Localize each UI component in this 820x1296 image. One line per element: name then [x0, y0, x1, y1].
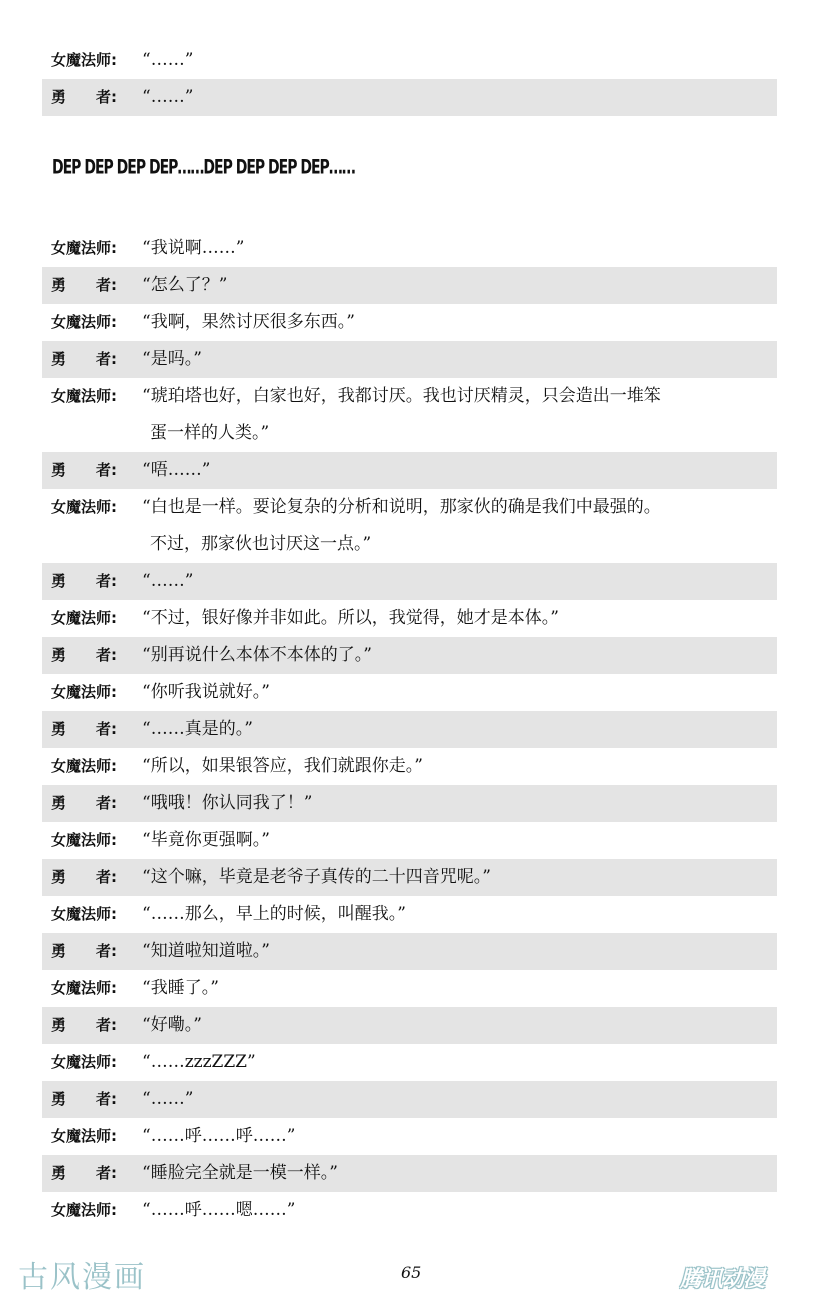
dialogue-line [42, 896, 777, 933]
speaker-label: 勇 者: [51, 572, 117, 590]
dialogue-text [142, 378, 669, 452]
dialogue-text-line: “……zzzZZZ” [142, 1052, 256, 1072]
speaker-label: 女魔法师: [51, 609, 117, 627]
dialogue-text [142, 785, 320, 822]
dialogue-line [42, 452, 777, 489]
speaker-label: 勇 者: [51, 942, 117, 960]
dialogue-line [42, 230, 777, 267]
dialogue-text: “……” [142, 50, 194, 70]
dialogue-main [42, 230, 777, 1229]
dialogue-text-line: “我说啊……” [142, 238, 245, 258]
dialogue-text-line: “……” [142, 1089, 194, 1109]
dialogue-text-line: “……呼……呼……” [142, 1126, 296, 1146]
speaker-label: 女魔法师: [51, 831, 117, 849]
dialogue-text [142, 970, 227, 1007]
dialogue-text [142, 933, 278, 970]
dialogue-line [42, 933, 777, 970]
dialogue-text-line: “这个嘛，毕竟是老爷子真传的二十四音咒呢。” [142, 867, 491, 887]
dialogue-text [142, 1007, 210, 1044]
speaker-label: 女魔法师: [51, 979, 117, 997]
dialogue-line [42, 748, 777, 785]
dialogue-text-line: “白也是一样。要论复杂的分析和说明，那家伙的确是我们中最强的。 [142, 497, 661, 517]
dialogue-text [142, 637, 380, 674]
dialogue-text [142, 674, 278, 711]
speaker-label: 女魔法师: [51, 313, 117, 331]
dialogue-text [142, 341, 210, 378]
dialogue-text-continuation: 蛋一样的人类。” [150, 423, 270, 443]
dialogue-line [42, 42, 777, 79]
dialogue-line [42, 822, 777, 859]
speaker-label: 勇 者: [51, 1016, 117, 1034]
dialogue-line [42, 859, 777, 896]
speaker-label: 女魔法师: [51, 387, 117, 405]
dialogue-line [42, 267, 777, 304]
dialogue-line [42, 1044, 777, 1081]
dialogue-text [142, 267, 235, 304]
dialogue-line [42, 1155, 777, 1192]
dialogue-text [142, 748, 431, 785]
speaker-label: 女魔法师: [51, 683, 117, 701]
dialogue-text [142, 822, 278, 859]
dialogue-text-line: “琥珀塔也好，白家也好，我都讨厌。我也讨厌精灵，只会造出一堆笨 [142, 386, 661, 406]
dialogue-text-line: “睡脸完全就是一模一样。” [142, 1163, 338, 1183]
dialogue-text-line: “是吗。” [142, 349, 202, 369]
dialogue-text [142, 1192, 303, 1229]
dialogue-text-line: “……呼……嗯……” [142, 1200, 296, 1220]
dialogue-text-continuation: 不过，那家伙也讨厌这一点。” [150, 534, 372, 554]
speaker-label: 勇 者: [51, 88, 117, 106]
dialogue-text-line: “你听我说就好。” [142, 682, 270, 702]
dialogue-line [42, 341, 777, 378]
dialogue-text [142, 859, 499, 896]
dialogue-text [142, 563, 201, 600]
speaker-label: 勇 者: [51, 276, 117, 294]
speaker-label: 勇 者: [51, 350, 117, 368]
dialogue-text-line: “别再说什么本体不本体的了。” [142, 645, 372, 665]
dialogue-text-line: “……” [142, 571, 194, 591]
speaker-label: 勇 者: [51, 794, 117, 812]
dialogue-line [42, 304, 777, 341]
speaker-label: 女魔法师: [51, 1127, 117, 1145]
dialogue-text-line: “我啊，果然讨厌很多东西。” [142, 312, 355, 332]
footer-logo: 古风漫画 [18, 1260, 146, 1295]
dialogue-text-line: “……真是的。” [142, 719, 253, 739]
dialogue-line [42, 563, 777, 600]
dialogue-text-line: “毕竟你更强啊。” [142, 830, 270, 850]
speaker-label: 女魔法师: [51, 239, 117, 257]
dialogue-line [42, 378, 777, 452]
dialogue-text [142, 711, 261, 748]
dialogue-text-line: “所以，如果银答应，我们就跟你走。” [142, 756, 423, 776]
dialogue-line [42, 785, 777, 822]
dialogue-line [42, 1118, 777, 1155]
dialogue-text-line: “不过，银好像并非如此。所以，我觉得，她才是本体。” [142, 608, 559, 628]
dialogue-text [142, 1081, 201, 1118]
dialogue-line [42, 674, 777, 711]
speaker-label: 女魔法师: [51, 905, 117, 923]
speaker-label: 女魔法师: [51, 757, 117, 775]
speaker-label: 勇 者: [51, 461, 117, 479]
dialogue-text [142, 489, 669, 563]
watermark-logo: 腾讯动漫 [680, 1267, 765, 1292]
dialogue-text [142, 230, 252, 267]
dialogue-text [142, 452, 218, 489]
speaker-label: 勇 者: [51, 720, 117, 738]
dialogue-text-line: “怎么了？” [142, 275, 228, 295]
dialogue-text-line: “我睡了。” [142, 978, 219, 998]
dialogue-line [42, 489, 777, 563]
dialogue-line [42, 711, 777, 748]
dialogue-text [142, 1155, 346, 1192]
dialogue-text [142, 1044, 264, 1081]
speaker-label: 女魔法师: [51, 498, 117, 516]
dialogue-text: “……” [142, 87, 194, 107]
dialogue-text-line: “……那么，早上的时候，叫醒我。” [142, 904, 406, 924]
dialogue-text [142, 600, 567, 637]
speaker-label: 勇 者: [51, 1090, 117, 1108]
dialogue-line [42, 1081, 777, 1118]
dialogue-text-line: “好嘞。” [142, 1015, 202, 1035]
speaker-label: 勇 者: [51, 646, 117, 664]
dialogue-text-line: “哦哦！你认同我了！” [142, 793, 313, 813]
dialogue-line [42, 637, 777, 674]
dialogue-text-line: “唔……” [142, 460, 211, 480]
sound-effect: DEP DEP DEP DEP……DEP DEP DEP DEP…… [52, 156, 355, 180]
dialogue-text [142, 1118, 303, 1155]
dialogue-text [142, 304, 363, 341]
dialogue-line [42, 79, 777, 116]
dialogue-line [42, 600, 777, 637]
page-number: 65 [401, 1263, 422, 1282]
dialogue-line [42, 1007, 777, 1044]
speaker-label: 女魔法师: [51, 51, 117, 69]
speaker-label: 女魔法师: [51, 1053, 117, 1071]
dialogue-text [142, 896, 414, 933]
dialogue-text-line: “知道啦知道啦。” [142, 941, 270, 961]
dialogue-line [42, 1192, 777, 1229]
dialogue-line [42, 970, 777, 1007]
speaker-label: 女魔法师: [51, 1201, 117, 1219]
speaker-label: 勇 者: [51, 868, 117, 886]
speaker-label: 勇 者: [51, 1164, 117, 1182]
dialogue-top [42, 42, 777, 116]
